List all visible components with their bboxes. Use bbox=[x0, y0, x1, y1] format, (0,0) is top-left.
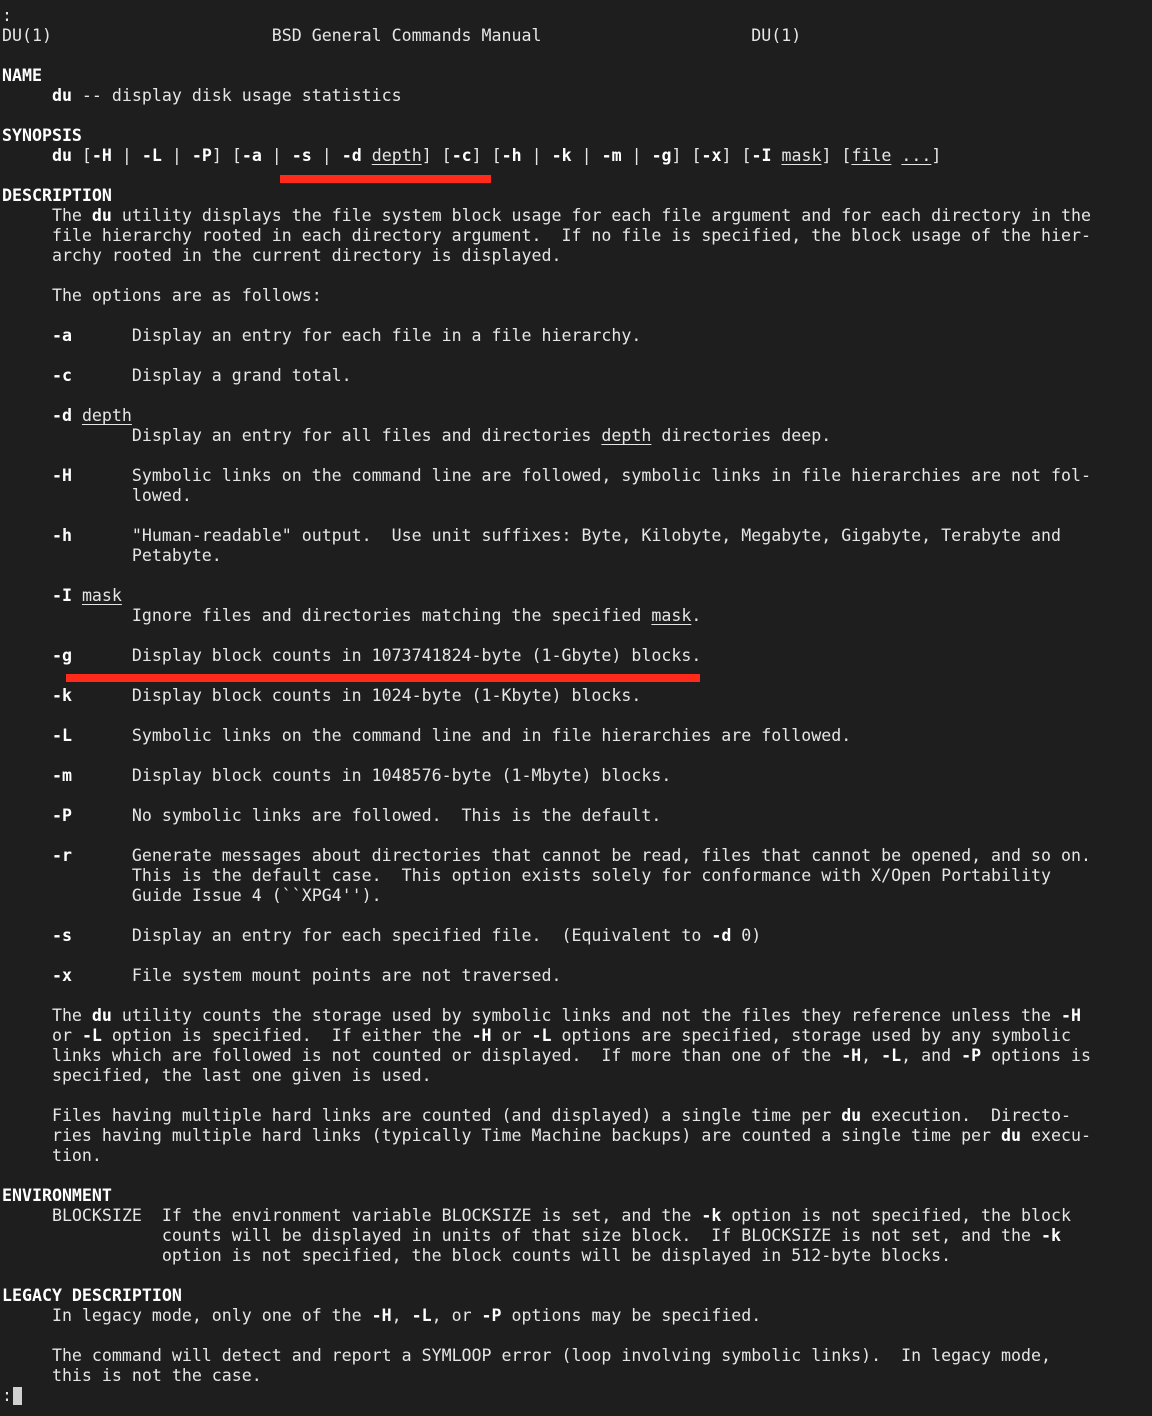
underlined-arg: file bbox=[851, 146, 892, 165]
text-cursor bbox=[13, 1387, 22, 1405]
bold-text: -a bbox=[51, 326, 72, 345]
man-line bbox=[2, 406, 132, 426]
text-run: ] [ bbox=[211, 146, 242, 165]
text-run: DU(1) BSD General Commands Manual DU(1) bbox=[2, 26, 802, 45]
man-line bbox=[2, 886, 382, 906]
man-line bbox=[2, 606, 701, 626]
underlined-arg: depth bbox=[601, 426, 652, 445]
man-line bbox=[2, 1206, 1071, 1226]
text-run: Display block counts in 1024-byte (1-Kbyte) blocks. bbox=[71, 686, 642, 705]
text-run bbox=[2, 846, 52, 865]
man-line bbox=[2, 286, 322, 306]
bold-text: -I bbox=[751, 146, 772, 165]
text-run bbox=[891, 146, 901, 165]
text-run: | bbox=[521, 146, 552, 165]
text-run: Petabyte. bbox=[2, 546, 222, 565]
text-run: This is the default case. This option exists solely for conformance with X/Open Portability bbox=[2, 866, 1051, 885]
man-line bbox=[2, 1006, 1081, 1026]
man-line bbox=[2, 1346, 1051, 1366]
text-run: ] [ bbox=[421, 146, 452, 165]
text-run: In legacy mode, only one of the bbox=[2, 1306, 372, 1325]
man-line bbox=[2, 1066, 432, 1086]
text-run: Display block counts in 1073741824-byte (1-Gbyte) blocks. bbox=[71, 646, 702, 665]
text-run bbox=[2, 466, 52, 485]
text-run: , bbox=[391, 1306, 412, 1325]
man-line bbox=[2, 1186, 112, 1206]
bold-text: LEGACY DESCRIPTION bbox=[2, 1286, 182, 1305]
bold-text: -d bbox=[51, 406, 72, 425]
bold-text: -r bbox=[51, 846, 72, 865]
text-run: or bbox=[2, 1026, 82, 1045]
bold-text: -c bbox=[451, 146, 472, 165]
pager-prompt-top: : bbox=[2, 6, 12, 25]
text-run: this is not the case. bbox=[2, 1366, 262, 1385]
man-line bbox=[2, 26, 801, 46]
text-run: , and bbox=[901, 1046, 962, 1065]
bold-text: ENVIRONMENT bbox=[2, 1186, 112, 1205]
text-run: File system mount points are not traversed. bbox=[71, 966, 562, 985]
bold-text: -L bbox=[141, 146, 162, 165]
man-line bbox=[2, 546, 222, 566]
man-line bbox=[2, 1126, 1091, 1146]
text-run: Symbolic links on the command line are followed, symbolic links in file hierarchies are not fol- bbox=[71, 466, 1091, 485]
man-line bbox=[2, 766, 671, 786]
red-underline-synopsis bbox=[280, 175, 491, 183]
man-line bbox=[2, 186, 112, 206]
bold-text: -g bbox=[651, 146, 672, 165]
bold-text: -P bbox=[961, 1046, 982, 1065]
text-run: ] bbox=[931, 146, 942, 165]
bold-text: -L bbox=[411, 1306, 432, 1325]
bold-text: -x bbox=[51, 966, 72, 985]
man-line bbox=[2, 726, 851, 746]
man-line bbox=[2, 126, 82, 146]
text-run bbox=[771, 146, 781, 165]
text-run: | bbox=[311, 146, 342, 165]
man-line bbox=[2, 1106, 1071, 1126]
text-run: [ bbox=[71, 146, 92, 165]
text-run: | bbox=[261, 146, 292, 165]
bold-text: -H bbox=[1060, 1006, 1081, 1025]
bold-text: -P bbox=[51, 806, 72, 825]
pager-prompt-bottom: : bbox=[2, 1386, 12, 1405]
text-run bbox=[2, 366, 52, 385]
bold-text: du bbox=[841, 1106, 862, 1125]
bold-text: -h bbox=[501, 146, 522, 165]
underlined-arg: mask bbox=[81, 586, 122, 605]
text-run: option is not specified, the block bbox=[721, 1206, 1071, 1225]
text-run: execu- bbox=[1021, 1126, 1091, 1145]
man-line bbox=[2, 246, 561, 266]
text-run: utility displays the file system block usage for each file argument and for each directory in the bbox=[111, 206, 1091, 225]
text-run: ] [ bbox=[721, 146, 752, 165]
bold-text: NAME bbox=[2, 66, 42, 85]
man-line bbox=[2, 326, 641, 346]
text-run bbox=[2, 326, 52, 345]
bold-text: -P bbox=[481, 1306, 502, 1325]
text-run: The options are as follows: bbox=[2, 286, 322, 305]
man-line bbox=[2, 866, 1051, 886]
man-line bbox=[2, 1026, 1071, 1046]
text-run: options may be specified. bbox=[501, 1306, 762, 1325]
text-run bbox=[72, 586, 82, 605]
text-run: option is not specified, the block counts will be displayed in 512-byte blocks. bbox=[2, 1246, 952, 1265]
man-line bbox=[2, 1146, 102, 1166]
bold-text: -m bbox=[601, 146, 622, 165]
text-run: 0) bbox=[731, 926, 762, 945]
text-run: file hierarchy rooted in each directory argument. If no file is specified, the block usage of the hier- bbox=[2, 226, 1091, 245]
bold-text: -L bbox=[51, 726, 72, 745]
bold-text: -s bbox=[291, 146, 312, 165]
man-line bbox=[2, 1306, 761, 1326]
text-run: Display block counts in 1048576-byte (1-Mbyte) blocks. bbox=[71, 766, 672, 785]
underlined-arg: ... bbox=[901, 146, 932, 165]
pager-status-line[interactable] bbox=[2, 1386, 22, 1406]
text-run bbox=[2, 686, 52, 705]
text-run: ] [ bbox=[671, 146, 702, 165]
text-run: , bbox=[861, 1046, 882, 1065]
bold-text: du bbox=[91, 206, 112, 225]
man-line bbox=[2, 86, 402, 106]
man-line bbox=[2, 426, 831, 446]
text-run bbox=[2, 766, 52, 785]
text-run: Display an entry for each specified file. (Equivalent to bbox=[71, 926, 712, 945]
man-line bbox=[2, 1286, 182, 1306]
text-run: specified, the last one given is used. bbox=[2, 1066, 432, 1085]
man-line bbox=[2, 226, 1091, 246]
bold-text: -I bbox=[51, 586, 72, 605]
bold-text: -a bbox=[241, 146, 262, 165]
text-run: links which are followed is not counted or displayed. If more than one of the bbox=[2, 1046, 842, 1065]
bold-text: -H bbox=[371, 1306, 392, 1325]
bold-text: -H bbox=[51, 466, 72, 485]
bold-text: du bbox=[1001, 1126, 1022, 1145]
text-run: Display an entry for each file in a file hierarchy. bbox=[71, 326, 642, 345]
underlined-arg: depth bbox=[371, 146, 422, 165]
text-run: execution. Directo- bbox=[861, 1106, 1071, 1125]
text-run bbox=[2, 966, 52, 985]
bold-text: du bbox=[51, 86, 72, 105]
man-line bbox=[2, 966, 561, 986]
text-run: BLOCKSIZE If the environment variable BLOCKSIZE is set, and the bbox=[2, 1206, 702, 1225]
text-run: utility counts the storage used by symbolic links and not the files they reference unless the bbox=[111, 1006, 1061, 1025]
man-line bbox=[2, 486, 192, 506]
text-run: "Human-readable" output. Use unit suffixes: Byte, Kilobyte, Megabyte, Gigabyte, Terabyte and bbox=[71, 526, 1061, 545]
man-line bbox=[2, 586, 122, 606]
man-line bbox=[2, 1366, 262, 1386]
text-run: tion. bbox=[2, 1146, 102, 1165]
man-line bbox=[2, 806, 661, 826]
text-run: Display an entry for all files and directories bbox=[2, 426, 602, 445]
text-run bbox=[72, 406, 82, 425]
text-run: ries having multiple hard links (typically Time Machine backups) are counted a single time per bbox=[2, 1126, 1002, 1145]
red-underline-option-g bbox=[66, 674, 700, 682]
bold-text: -L bbox=[81, 1026, 102, 1045]
bold-text: -h bbox=[51, 526, 72, 545]
text-run: Guide Issue 4 (``XPG4''). bbox=[2, 886, 382, 905]
man-line bbox=[2, 146, 941, 166]
text-run: archy rooted in the current directory is displayed. bbox=[2, 246, 562, 265]
bold-text: -L bbox=[881, 1046, 902, 1065]
text-run: Display a grand total. bbox=[71, 366, 352, 385]
underlined-arg: depth bbox=[81, 406, 132, 425]
bold-text: -k bbox=[51, 686, 72, 705]
text-run bbox=[2, 646, 52, 665]
bold-text: -H bbox=[841, 1046, 862, 1065]
text-run: Files having multiple hard links are counted (and displayed) a single time per bbox=[2, 1106, 842, 1125]
bold-text: -H bbox=[471, 1026, 492, 1045]
underlined-arg: mask bbox=[781, 146, 822, 165]
text-run: options is bbox=[981, 1046, 1091, 1065]
text-run: . bbox=[691, 606, 702, 625]
text-run: lowed. bbox=[2, 486, 192, 505]
text-run bbox=[2, 86, 52, 105]
bold-text: -L bbox=[531, 1026, 552, 1045]
bold-text: -k bbox=[701, 1206, 722, 1225]
man-line bbox=[2, 366, 352, 386]
man-line bbox=[2, 1226, 1061, 1246]
bold-text: -H bbox=[91, 146, 112, 165]
text-run: The bbox=[2, 206, 92, 225]
text-run: Generate messages about directories that cannot be read, files that cannot be opened, and so on. bbox=[71, 846, 1091, 865]
text-run bbox=[2, 586, 52, 605]
bold-text: -s bbox=[51, 926, 72, 945]
text-run: Ignore files and directories matching the specified bbox=[2, 606, 652, 625]
text-run: | bbox=[111, 146, 142, 165]
text-run: ] [ bbox=[471, 146, 502, 165]
text-run: option is specified. If either the bbox=[101, 1026, 472, 1045]
bold-text: DESCRIPTION bbox=[2, 186, 112, 205]
text-run: options are specified, storage used by any symbolic bbox=[551, 1026, 1071, 1045]
bold-text: -d bbox=[711, 926, 732, 945]
bold-text: -k bbox=[551, 146, 572, 165]
text-run: The command will detect and report a SYMLOOP error (loop involving symbolic links). In legacy mode, bbox=[2, 1346, 1051, 1365]
bold-text: -P bbox=[191, 146, 212, 165]
bold-text: -d bbox=[341, 146, 362, 165]
man-line bbox=[2, 686, 641, 706]
text-run: ] [ bbox=[821, 146, 852, 165]
text-run bbox=[2, 526, 52, 545]
man-line bbox=[2, 66, 42, 86]
bold-text: du bbox=[51, 146, 72, 165]
bold-text: -k bbox=[1041, 1226, 1061, 1245]
man-line bbox=[2, 526, 1061, 546]
text-run bbox=[2, 926, 52, 945]
text-run: | bbox=[621, 146, 652, 165]
man-line bbox=[2, 206, 1091, 226]
text-run: Symbolic links on the command line and in file hierarchies are followed. bbox=[71, 726, 852, 745]
text-run bbox=[2, 806, 52, 825]
bold-text: SYNOPSIS bbox=[2, 126, 82, 145]
underlined-arg: mask bbox=[651, 606, 692, 625]
man-line bbox=[2, 646, 701, 666]
bold-text: -g bbox=[51, 646, 72, 665]
man-line bbox=[2, 926, 761, 946]
text-run: | bbox=[571, 146, 602, 165]
text-run: The bbox=[2, 1006, 92, 1025]
text-run: , or bbox=[431, 1306, 482, 1325]
text-run: No symbolic links are followed. This is the default. bbox=[71, 806, 662, 825]
text-run bbox=[2, 406, 52, 425]
bold-text: -c bbox=[51, 366, 72, 385]
bold-text: du bbox=[91, 1006, 112, 1025]
man-line bbox=[2, 1046, 1091, 1066]
man-line bbox=[2, 1246, 951, 1266]
text-run bbox=[362, 146, 372, 165]
text-run: | bbox=[161, 146, 192, 165]
text-run: -- display disk usage statistics bbox=[71, 86, 402, 105]
man-line bbox=[2, 846, 1091, 866]
text-run bbox=[2, 146, 52, 165]
text-run: counts will be displayed in units of that size block. If BLOCKSIZE is not set, and the bbox=[2, 1226, 1041, 1245]
man-line bbox=[2, 466, 1091, 486]
text-run: or bbox=[491, 1026, 532, 1045]
text-run bbox=[2, 726, 52, 745]
bold-text: -m bbox=[51, 766, 72, 785]
bold-text: -x bbox=[701, 146, 722, 165]
text-run: directories deep. bbox=[651, 426, 832, 445]
